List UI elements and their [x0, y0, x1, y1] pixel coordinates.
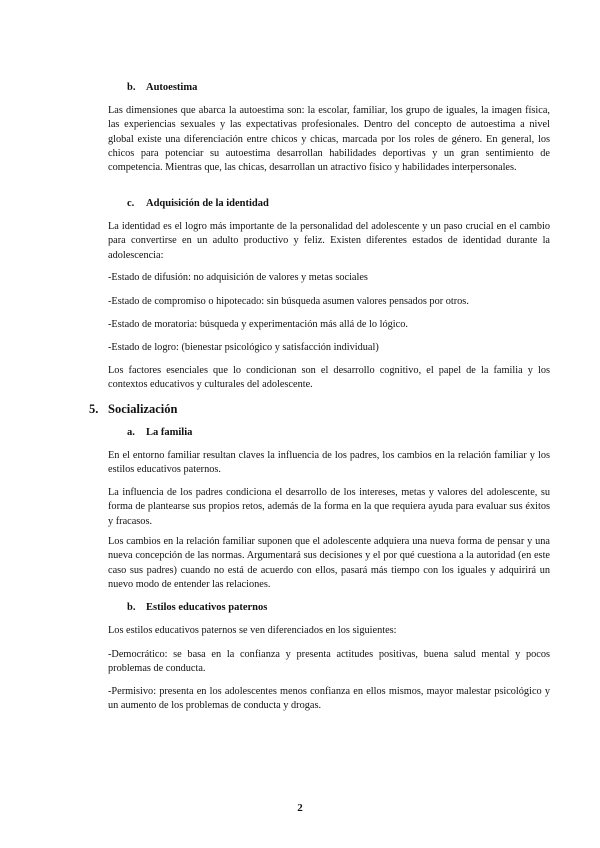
paragraph-familia-2: La influencia de los padres condiciona el desarrollo de los intereses, metas y valores del adolescente, su forma de plantearse sus propios retos, además de la forma en la que requiera ayuda para evaluar sus éxitos y fracasos. — [108, 487, 550, 527]
page-number: 2 — [297, 802, 303, 814]
paragraph-permisivo: -Permisivo: presenta en los adolescentes menos confianza en ellos mismos, mayor malestar psicológico y un aumento de los problemas de conducta y drogas. — [108, 686, 550, 712]
paragraph-estilos: Los estilos educativos paternos se ven diferenciados en los siguientes: — [108, 625, 397, 636]
heading-title: Adquisición de la identidad — [146, 198, 269, 209]
paragraph-familia-1: En el entorno familiar resultan claves la influencia de los padres, los cambios en la relación familiar y los estilos educativos paternos. — [108, 450, 550, 476]
estado-moratoria: -Estado de moratoria: búsqueda y experimentación más allá de lo lógico. — [108, 319, 408, 330]
heading-estilos — [127, 601, 527, 615]
heading-marker: a. — [127, 427, 135, 438]
paragraph-autoestima: Las dimensiones que abarca la autoestima son: la escolar, familiar, los grupo de iguales, la imagen física, las experiencias sexuales y las expectativas profesionales. Dentro del concepto de autoestima a nivel global existe una diferenciación entre chicos y chicas, marcada por los roles de género. En general, los chicos para potenciar su autoestima desarrollan habilidades deportivas y un gran sentimiento de competencia. Mientras que, las chicas, desarrollan un atractivo físico y habilidades interpersonales. — [108, 105, 550, 174]
heading-title: Estilos educativos paternos — [146, 602, 268, 613]
paragraph-familia-3: Los cambios en la relación familiar suponen que el adolescente adquiera una nueva forma de pensar y una nueva concepción de las normas. Argumentará sus decisiones y el por qué cuestiona a la autoridad (en este caso sus padres) cuando no está de acuerdo con ellos, pasará más tiempo con los iguales y adquirirá un nuevo modo de entender las relaciones. — [108, 536, 550, 590]
estado-compromiso: -Estado de compromiso o hipotecado: sin búsqueda asumen valores pensados por otros. — [108, 296, 469, 307]
paragraph-democratico: -Democrático: se basa en la confianza y presenta actitudes positivas, buena salud mental y pocos problemas de conducta. — [108, 649, 550, 675]
section-heading-socializacion — [89, 402, 389, 416]
heading-familia — [127, 426, 527, 440]
estado-difusion: -Estado de difusión: no adquisición de valores y metas sociales — [108, 272, 368, 283]
heading-identidad — [127, 197, 527, 211]
section-title: Socialización — [108, 402, 178, 416]
section-number: 5. — [89, 402, 99, 416]
heading-marker: b. — [127, 602, 136, 613]
paragraph-identidad: La identidad es el logro más importante de la personalidad del adolescente y un paso crucial en el cambio para convertirse en un adulto productivo y feliz. Existen diferentes estados de identidad durante la adolescencia: — [108, 221, 550, 261]
heading-title: La familia — [146, 427, 193, 438]
heading-autoestima — [127, 81, 527, 95]
paragraph-factores: Los factores esenciales que lo condicionan son el desarrollo cognitivo, el papel de la familia y los contextos educativos y culturales del adolescente. — [108, 365, 550, 391]
heading-marker: c. — [127, 198, 135, 209]
estado-logro: -Estado de logro: (bienestar psicológico y satisfacción individual) — [108, 342, 379, 353]
heading-marker: b. — [127, 82, 136, 93]
heading-title: Autoestima — [146, 82, 198, 93]
